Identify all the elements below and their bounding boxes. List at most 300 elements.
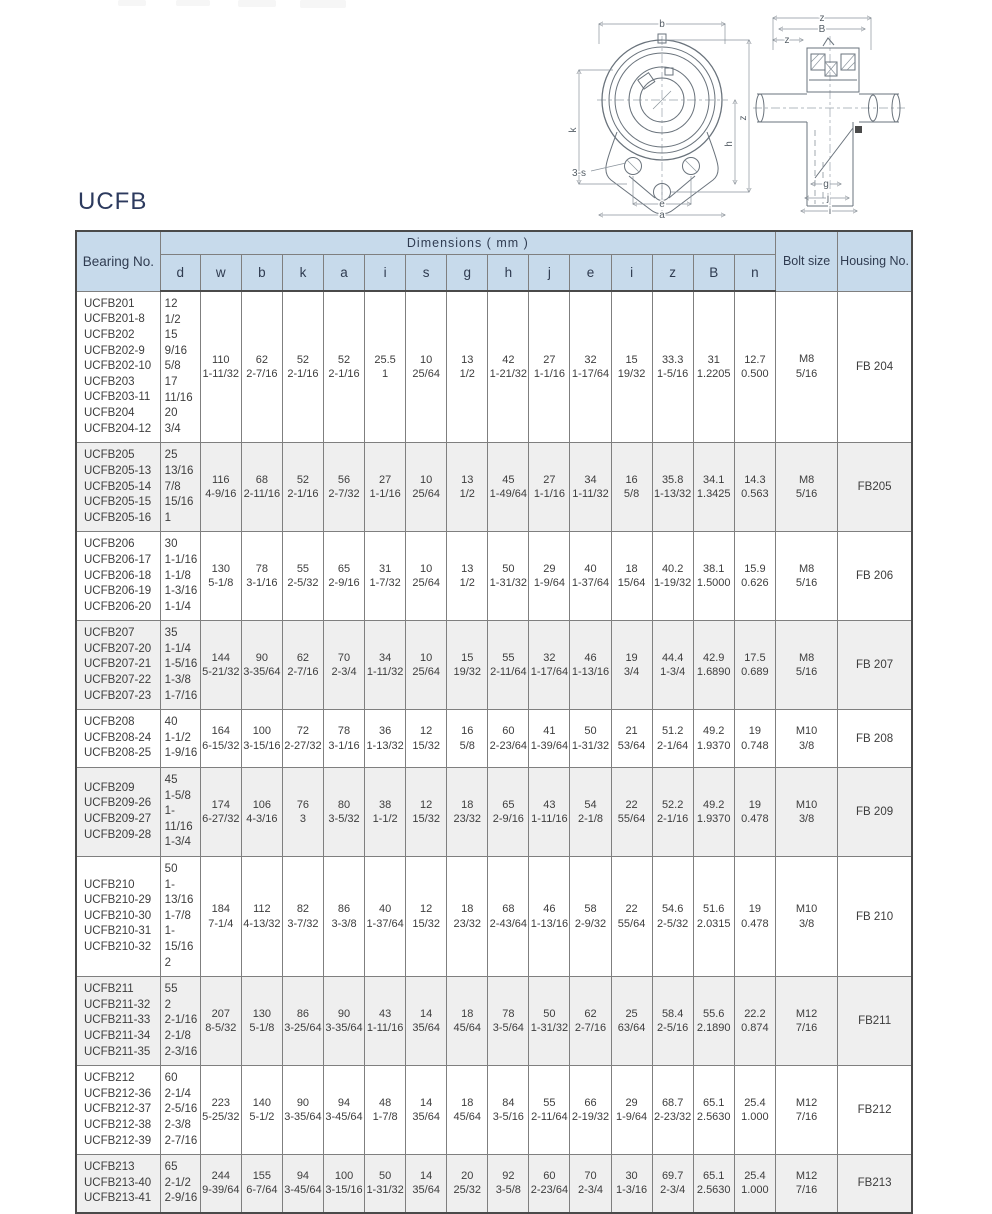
dim-cell-j xyxy=(529,291,570,443)
dim-value: 6-7/64 xyxy=(246,1184,278,1197)
dim-value: 90 xyxy=(296,1096,310,1109)
dim-value: 19/32 xyxy=(617,368,646,381)
dim-value: 1.9370 xyxy=(696,739,731,752)
dim-value: 52 xyxy=(296,473,310,486)
d-value: 1-1/2 xyxy=(164,731,191,744)
dim-value: 1-13/32 xyxy=(366,739,404,752)
dim-cell-a xyxy=(323,768,364,857)
dim-cell-i xyxy=(611,291,652,443)
bearing-no: UCFB212-37 xyxy=(84,1103,152,1116)
dim-value: 13 xyxy=(461,562,474,575)
dim-value: 48 xyxy=(378,1096,392,1109)
dim-value: 3-35/64 xyxy=(325,1022,363,1035)
d-value: 2-1/4 xyxy=(164,1087,191,1100)
dim-value: 3-5/32 xyxy=(328,813,360,826)
bolt-size-header: Bolt size xyxy=(776,231,838,291)
dim-value: 42.9 xyxy=(703,651,725,664)
dim-value: 2-11/64 xyxy=(490,666,527,679)
dim-value: 18 xyxy=(461,1096,474,1109)
bearing-no: UCFB211-33 xyxy=(84,1014,151,1027)
dim-cell-j xyxy=(529,768,570,857)
dim-value: 15/64 xyxy=(617,577,646,590)
dim-value: 40 xyxy=(378,903,392,916)
bearing-no: UCFB206-18 xyxy=(84,569,152,582)
dim-cell-h xyxy=(488,291,529,443)
dim-value: 50 xyxy=(378,1169,392,1182)
dim-value: 19/32 xyxy=(453,666,482,679)
dim-value: 1-11/32 xyxy=(202,368,240,381)
dim-value: 62 xyxy=(584,1007,597,1020)
dim-cell-g xyxy=(447,857,488,977)
dim-value: 31 xyxy=(707,353,720,366)
dim-cell-B xyxy=(693,1066,734,1155)
dim-cell-b xyxy=(241,1066,282,1155)
dim-value: 94 xyxy=(296,1169,310,1182)
dim-cell-n xyxy=(734,768,775,857)
flange-bearing-side-view-drawing xyxy=(753,10,909,218)
dim-value: 10 xyxy=(420,562,433,575)
dim-value: 27 xyxy=(543,353,556,366)
dim-cell-d xyxy=(160,768,200,857)
dim-value: 38.1 xyxy=(703,562,725,575)
dim-value: 65.1 xyxy=(703,1169,725,1182)
dim-value: 4-13/32 xyxy=(243,917,281,930)
dim-cell-k xyxy=(282,621,323,710)
dim-cell-h xyxy=(488,1155,529,1213)
dim-value: 106 xyxy=(252,798,272,811)
bolt-size-value: M12 xyxy=(795,1007,818,1020)
bearing-no: UCFB207-23 xyxy=(84,689,152,702)
dim-cell-g xyxy=(447,1155,488,1213)
d-value: 50 xyxy=(164,863,178,875)
bearing-no: UCFB213-40 xyxy=(84,1176,152,1189)
dim-value: 34.1 xyxy=(703,473,725,486)
dim-value: 2.0315 xyxy=(696,917,731,930)
dim-value: 2-9/16 xyxy=(328,577,360,590)
bearing-no: UCFB209-26 xyxy=(84,797,152,810)
dim-value: 0.500 xyxy=(741,368,769,381)
dim-label-z: z xyxy=(738,115,749,121)
dim-cell-b xyxy=(241,977,282,1066)
bolt-size-value: M10 xyxy=(795,725,818,738)
flange-bearing-front-view-drawing xyxy=(565,14,761,220)
dim-value: 1-11/16 xyxy=(531,813,568,826)
dim-cell-s xyxy=(406,621,447,710)
dim-value: 25/64 xyxy=(412,488,440,501)
dim-value: 34 xyxy=(584,473,597,486)
dim-value: 78 xyxy=(255,562,268,575)
dim-value: 2-3/4 xyxy=(660,1184,686,1197)
dim-cell-B xyxy=(693,768,734,857)
housing-no-cell: FB 204 xyxy=(838,291,912,443)
dim-value: 13 xyxy=(461,353,474,366)
dim-value: 69.7 xyxy=(661,1169,684,1182)
dim-cell-s xyxy=(406,443,447,532)
dim-value: 44.4 xyxy=(661,651,684,664)
dim-cell-g xyxy=(447,710,488,768)
dim-cell-s xyxy=(406,532,447,621)
table-row xyxy=(76,621,912,710)
dim-value: 3-5/64 xyxy=(492,1022,524,1035)
dim-value: 1-13/16 xyxy=(571,666,610,679)
dim-cell-i xyxy=(365,443,406,532)
dim-cell-a xyxy=(323,532,364,621)
dim-value: 78 xyxy=(337,725,351,738)
dim-value: 2-11/16 xyxy=(243,488,281,501)
d-value: 2-1/2 xyxy=(164,1176,191,1189)
bearing-no-cell xyxy=(76,857,160,977)
dim-value: 35/64 xyxy=(412,1184,440,1197)
housing-no-cell: FB205 xyxy=(838,443,912,532)
dim-value: 58.4 xyxy=(661,1007,684,1020)
dim-value: 2-43/64 xyxy=(489,917,527,930)
bearing-no: UCFB208-25 xyxy=(84,747,152,760)
dim-value: 14 xyxy=(420,1096,433,1109)
dim-value: 55 xyxy=(502,651,515,664)
dim-cell-e xyxy=(570,768,611,857)
dim-value: 32 xyxy=(543,651,556,664)
dim-value: 25/64 xyxy=(412,666,440,679)
dim-value: 42 xyxy=(502,353,515,366)
dim-cell-a xyxy=(323,857,364,977)
col-header-h: h xyxy=(488,255,529,292)
bolt-size-value: M12 xyxy=(795,1169,818,1182)
bearing-no: UCFB203-11 xyxy=(84,391,151,404)
dim-value: 30 xyxy=(625,1169,638,1182)
dim-value: 68 xyxy=(502,903,515,916)
bearing-no: UCFB213-41 xyxy=(84,1192,152,1205)
bearing-no: UCFB211-34 xyxy=(84,1029,151,1042)
dim-cell-e xyxy=(570,621,611,710)
dim-cell-h xyxy=(488,768,529,857)
bearing-no: UCFB204 xyxy=(84,406,135,419)
d-value: 1-1/4 xyxy=(164,642,191,655)
dim-cell-k xyxy=(282,443,323,532)
dim-value: 2-3/4 xyxy=(331,666,357,679)
dim-cell-j xyxy=(529,1155,570,1213)
bearing-no: UCFB210-32 xyxy=(84,940,152,953)
dim-value: 45/64 xyxy=(453,1111,482,1124)
dim-cell-i xyxy=(365,977,406,1066)
dim-value: 62 xyxy=(296,651,310,664)
dim-value: 1-1/16 xyxy=(533,488,566,501)
dim-value: 0.478 xyxy=(741,813,769,826)
housing-no-cell: FB211 xyxy=(838,977,912,1066)
d-value: 3/4 xyxy=(164,422,181,435)
dim-value: 17.5 xyxy=(744,651,766,664)
dim-value: 29 xyxy=(543,562,556,575)
bearing-no: UCFB207 xyxy=(84,627,135,640)
dim-cell-h xyxy=(488,621,529,710)
dim-cell-j xyxy=(529,1066,570,1155)
d-value: 1-7/16 xyxy=(164,689,198,702)
bearing-no: UCFB207-21 xyxy=(84,658,152,671)
dim-value: 55/64 xyxy=(617,917,646,930)
dim-cell-g xyxy=(447,621,488,710)
bolt-size-cell xyxy=(776,621,838,710)
dim-value: 5-1/8 xyxy=(249,1022,275,1035)
dim-value: 25/64 xyxy=(412,577,440,590)
dim-cell-k xyxy=(282,291,323,443)
dim-value: 15/32 xyxy=(412,813,440,826)
col-header-i: i xyxy=(611,255,652,292)
dim-value: 19 xyxy=(748,798,762,811)
dim-value: 25.5 xyxy=(374,353,396,366)
dim-cell-w xyxy=(200,857,241,977)
dim-cell-s xyxy=(406,857,447,977)
dim-cell-g xyxy=(447,443,488,532)
bolt-size-value: 5/16 xyxy=(795,577,818,590)
dim-value: 1-17/64 xyxy=(530,666,569,679)
d-value: 2-7/16 xyxy=(164,1134,198,1147)
dim-value: 3-45/64 xyxy=(284,1184,322,1197)
dim-value: 55 xyxy=(543,1096,556,1109)
dim-cell-g xyxy=(447,1066,488,1155)
dim-value: 50 xyxy=(543,1007,556,1020)
bearing-no: UCFB205-14 xyxy=(84,480,152,493)
bearing-no: UCFB209 xyxy=(84,781,135,794)
dim-cell-i xyxy=(365,1155,406,1213)
d-value: 2-1/8 xyxy=(164,1029,191,1042)
dim-value: 1-9/64 xyxy=(533,577,566,590)
dim-label-j: j xyxy=(826,193,830,204)
bolt-size-value: M10 xyxy=(795,798,818,811)
dim-cell-z xyxy=(652,710,693,768)
dim-cell-b xyxy=(241,1155,282,1213)
dim-value: 33.3 xyxy=(661,353,684,366)
bearing-no: UCFB208-24 xyxy=(84,731,152,744)
bearing-no-cell xyxy=(76,532,160,621)
dim-value: 1.2205 xyxy=(696,368,731,381)
dim-cell-b xyxy=(241,857,282,977)
bearing-no: UCFB205-13 xyxy=(84,464,152,477)
dim-cell-w xyxy=(200,977,241,1066)
dim-value: 1-31/32 xyxy=(571,739,610,752)
dim-value: 16 xyxy=(625,473,638,486)
dim-cell-w xyxy=(200,291,241,443)
bearing-no: UCFB202 xyxy=(84,328,135,341)
col-header-k: k xyxy=(282,255,323,292)
dim-value: 2-9/32 xyxy=(574,917,607,930)
d-value: 25 xyxy=(164,449,178,462)
dim-label-k: k xyxy=(568,127,579,133)
dim-value: 12.7 xyxy=(744,353,766,366)
dim-value: 15 xyxy=(461,651,474,664)
bearing-no-cell xyxy=(76,710,160,768)
d-value: 2-1/16 xyxy=(164,1014,198,1027)
dim-value: 10 xyxy=(420,473,433,486)
dim-value: 2-7/16 xyxy=(574,1022,607,1035)
bearing-no: UCFB202-10 xyxy=(84,360,152,373)
dim-cell-a xyxy=(323,1155,364,1213)
col-header-z: z xyxy=(652,255,693,292)
bolt-size-cell xyxy=(776,1155,838,1213)
bolt-size-cell xyxy=(776,857,838,977)
d-value: 2-9/16 xyxy=(164,1192,198,1205)
col-header-n: n xyxy=(734,255,775,292)
dim-cell-i xyxy=(611,1155,652,1213)
housing-no-cell: FB212 xyxy=(838,1066,912,1155)
dim-value: 3-5/16 xyxy=(492,1111,524,1124)
dim-value: 68.7 xyxy=(661,1096,684,1109)
dim-value: 3 xyxy=(299,813,306,826)
cropped-text-remnant xyxy=(118,0,146,6)
d-value: 1-11/16 xyxy=(164,805,193,833)
dim-cell-n xyxy=(734,443,775,532)
dim-value: 2-1/16 xyxy=(657,813,689,826)
bolt-size-value: 7/16 xyxy=(795,1111,818,1124)
dim-label-g: g xyxy=(823,179,829,190)
cropped-text-remnant xyxy=(300,0,346,8)
bearing-no: UCFB212 xyxy=(84,1072,135,1085)
bearing-no-cell xyxy=(76,291,160,443)
cropped-text-remnant xyxy=(238,0,276,7)
dim-value: 1-37/64 xyxy=(571,577,610,590)
housing-no-cell: FB 210 xyxy=(838,857,912,977)
dim-label-h: h xyxy=(724,141,735,147)
dim-value: 5/8 xyxy=(623,488,640,501)
dim-cell-d xyxy=(160,532,200,621)
dim-cell-w xyxy=(200,1155,241,1213)
col-header-i: i xyxy=(365,255,406,292)
dim-cell-s xyxy=(406,291,447,443)
dim-cell-i xyxy=(611,1066,652,1155)
cropped-text-remnant xyxy=(176,0,210,6)
dim-cell-i xyxy=(365,291,406,443)
d-value: 1-5/16 xyxy=(164,658,198,671)
dim-cell-i xyxy=(611,977,652,1066)
dim-value: 41 xyxy=(543,725,556,738)
dim-value: 164 xyxy=(211,725,230,738)
bolt-size-value: 3/8 xyxy=(798,917,815,930)
dim-value: 56 xyxy=(337,473,351,486)
dim-value: 1-7/32 xyxy=(369,577,401,590)
col-header-a: a xyxy=(323,255,364,292)
page-title: UCFB xyxy=(78,188,148,215)
bearing-no: UCFB207-22 xyxy=(84,674,152,687)
dim-value: 25.4 xyxy=(744,1096,766,1109)
bearing-no-cell xyxy=(76,1066,160,1155)
dim-value: 1-17/64 xyxy=(571,368,610,381)
dim-value: 2-1/16 xyxy=(328,368,360,381)
bearing-no: UCFB209-28 xyxy=(84,828,152,841)
housing-no-header: Housing No. xyxy=(838,231,912,291)
dim-value: 8-5/32 xyxy=(205,1022,237,1035)
dim-value: 1.000 xyxy=(741,1111,769,1124)
dim-value: 130 xyxy=(252,1007,272,1020)
d-value: 9/16 xyxy=(164,344,188,357)
dim-value: 40.2 xyxy=(661,562,684,575)
bearing-no: UCFB211 xyxy=(84,983,134,996)
dim-value: 35/64 xyxy=(412,1022,440,1035)
d-value: 13/16 xyxy=(164,464,194,477)
bearing-no: UCFB213 xyxy=(84,1161,135,1174)
dim-cell-a xyxy=(323,977,364,1066)
col-header-g: g xyxy=(447,255,488,292)
dim-value: 5-21/32 xyxy=(202,666,240,679)
d-value: 1-3/8 xyxy=(164,674,191,687)
dim-value: 20 xyxy=(461,1169,474,1182)
col-header-s: s xyxy=(406,255,447,292)
housing-no-cell: FB 206 xyxy=(838,532,912,621)
bearing-no-header: Bearing No. xyxy=(76,231,160,291)
dim-value: 92 xyxy=(502,1169,515,1182)
bolt-size-value: M12 xyxy=(795,1096,818,1109)
dim-value: 1 xyxy=(382,368,389,381)
dim-value: 12 xyxy=(420,798,433,811)
dim-value: 18 xyxy=(625,562,638,575)
dim-value: 18 xyxy=(461,798,474,811)
dim-value: 3-3/8 xyxy=(331,917,357,930)
col-header-b: b xyxy=(241,255,282,292)
table-row xyxy=(76,768,912,857)
dim-cell-j xyxy=(529,621,570,710)
dim-value: 90 xyxy=(255,651,268,664)
dim-value: 2-1/16 xyxy=(287,488,319,501)
dim-cell-i xyxy=(611,768,652,857)
dim-label-z-inner: z xyxy=(784,35,790,46)
dim-value: 0.478 xyxy=(741,917,769,930)
dim-value: 2-1/16 xyxy=(287,368,319,381)
dim-value: 1-5/16 xyxy=(657,368,689,381)
dim-value: 55 xyxy=(296,562,310,575)
bearing-no: UCFB208 xyxy=(84,716,135,729)
dim-value: 70 xyxy=(337,651,351,664)
dim-value: 60 xyxy=(543,1169,556,1182)
dim-value: 25 xyxy=(625,1007,638,1020)
dim-cell-e xyxy=(570,1155,611,1213)
dim-value: 1.5000 xyxy=(696,577,731,590)
dim-value: 144 xyxy=(211,651,230,664)
dim-value: 58 xyxy=(584,903,597,916)
dim-cell-B xyxy=(693,532,734,621)
dim-value: 54 xyxy=(584,798,597,811)
dim-value: 1-1/16 xyxy=(533,368,566,381)
dim-value: 25/64 xyxy=(412,368,440,381)
bearing-no-cell xyxy=(76,977,160,1066)
dim-value: 174 xyxy=(211,798,230,811)
dim-value: 155 xyxy=(252,1169,272,1182)
dim-cell-a xyxy=(323,710,364,768)
dim-value: 1.6890 xyxy=(696,666,731,679)
dim-value: 3-1/16 xyxy=(246,577,278,590)
dim-value: 3-25/64 xyxy=(284,1022,322,1035)
dim-value: 62 xyxy=(255,353,268,366)
dim-cell-i xyxy=(365,1066,406,1155)
dim-label-z-outer: z xyxy=(819,13,825,24)
table-row xyxy=(76,532,912,621)
dim-value: 22.2 xyxy=(744,1007,766,1020)
bolt-size-value: 7/16 xyxy=(795,1184,818,1197)
d-value: 15 xyxy=(164,329,178,342)
dim-cell-h xyxy=(488,1066,529,1155)
dim-value: 112 xyxy=(253,903,271,916)
dim-cell-z xyxy=(652,857,693,977)
dim-cell-j xyxy=(529,977,570,1066)
bearing-no: UCFB204-12 xyxy=(84,422,152,435)
dim-value: 50 xyxy=(502,562,515,575)
dim-value: 2-1/8 xyxy=(577,813,604,826)
bolt-size-cell xyxy=(776,768,838,857)
bolt-size-value: 3/8 xyxy=(798,739,815,752)
d-value: 40 xyxy=(164,716,178,729)
dim-value: 54.6 xyxy=(661,903,684,916)
bearing-no: UCFB210-29 xyxy=(84,894,152,907)
dim-value: 2-27/32 xyxy=(284,739,322,752)
dim-cell-n xyxy=(734,977,775,1066)
dim-value: 1-19/32 xyxy=(653,577,692,590)
dim-label-B: B xyxy=(818,24,826,35)
